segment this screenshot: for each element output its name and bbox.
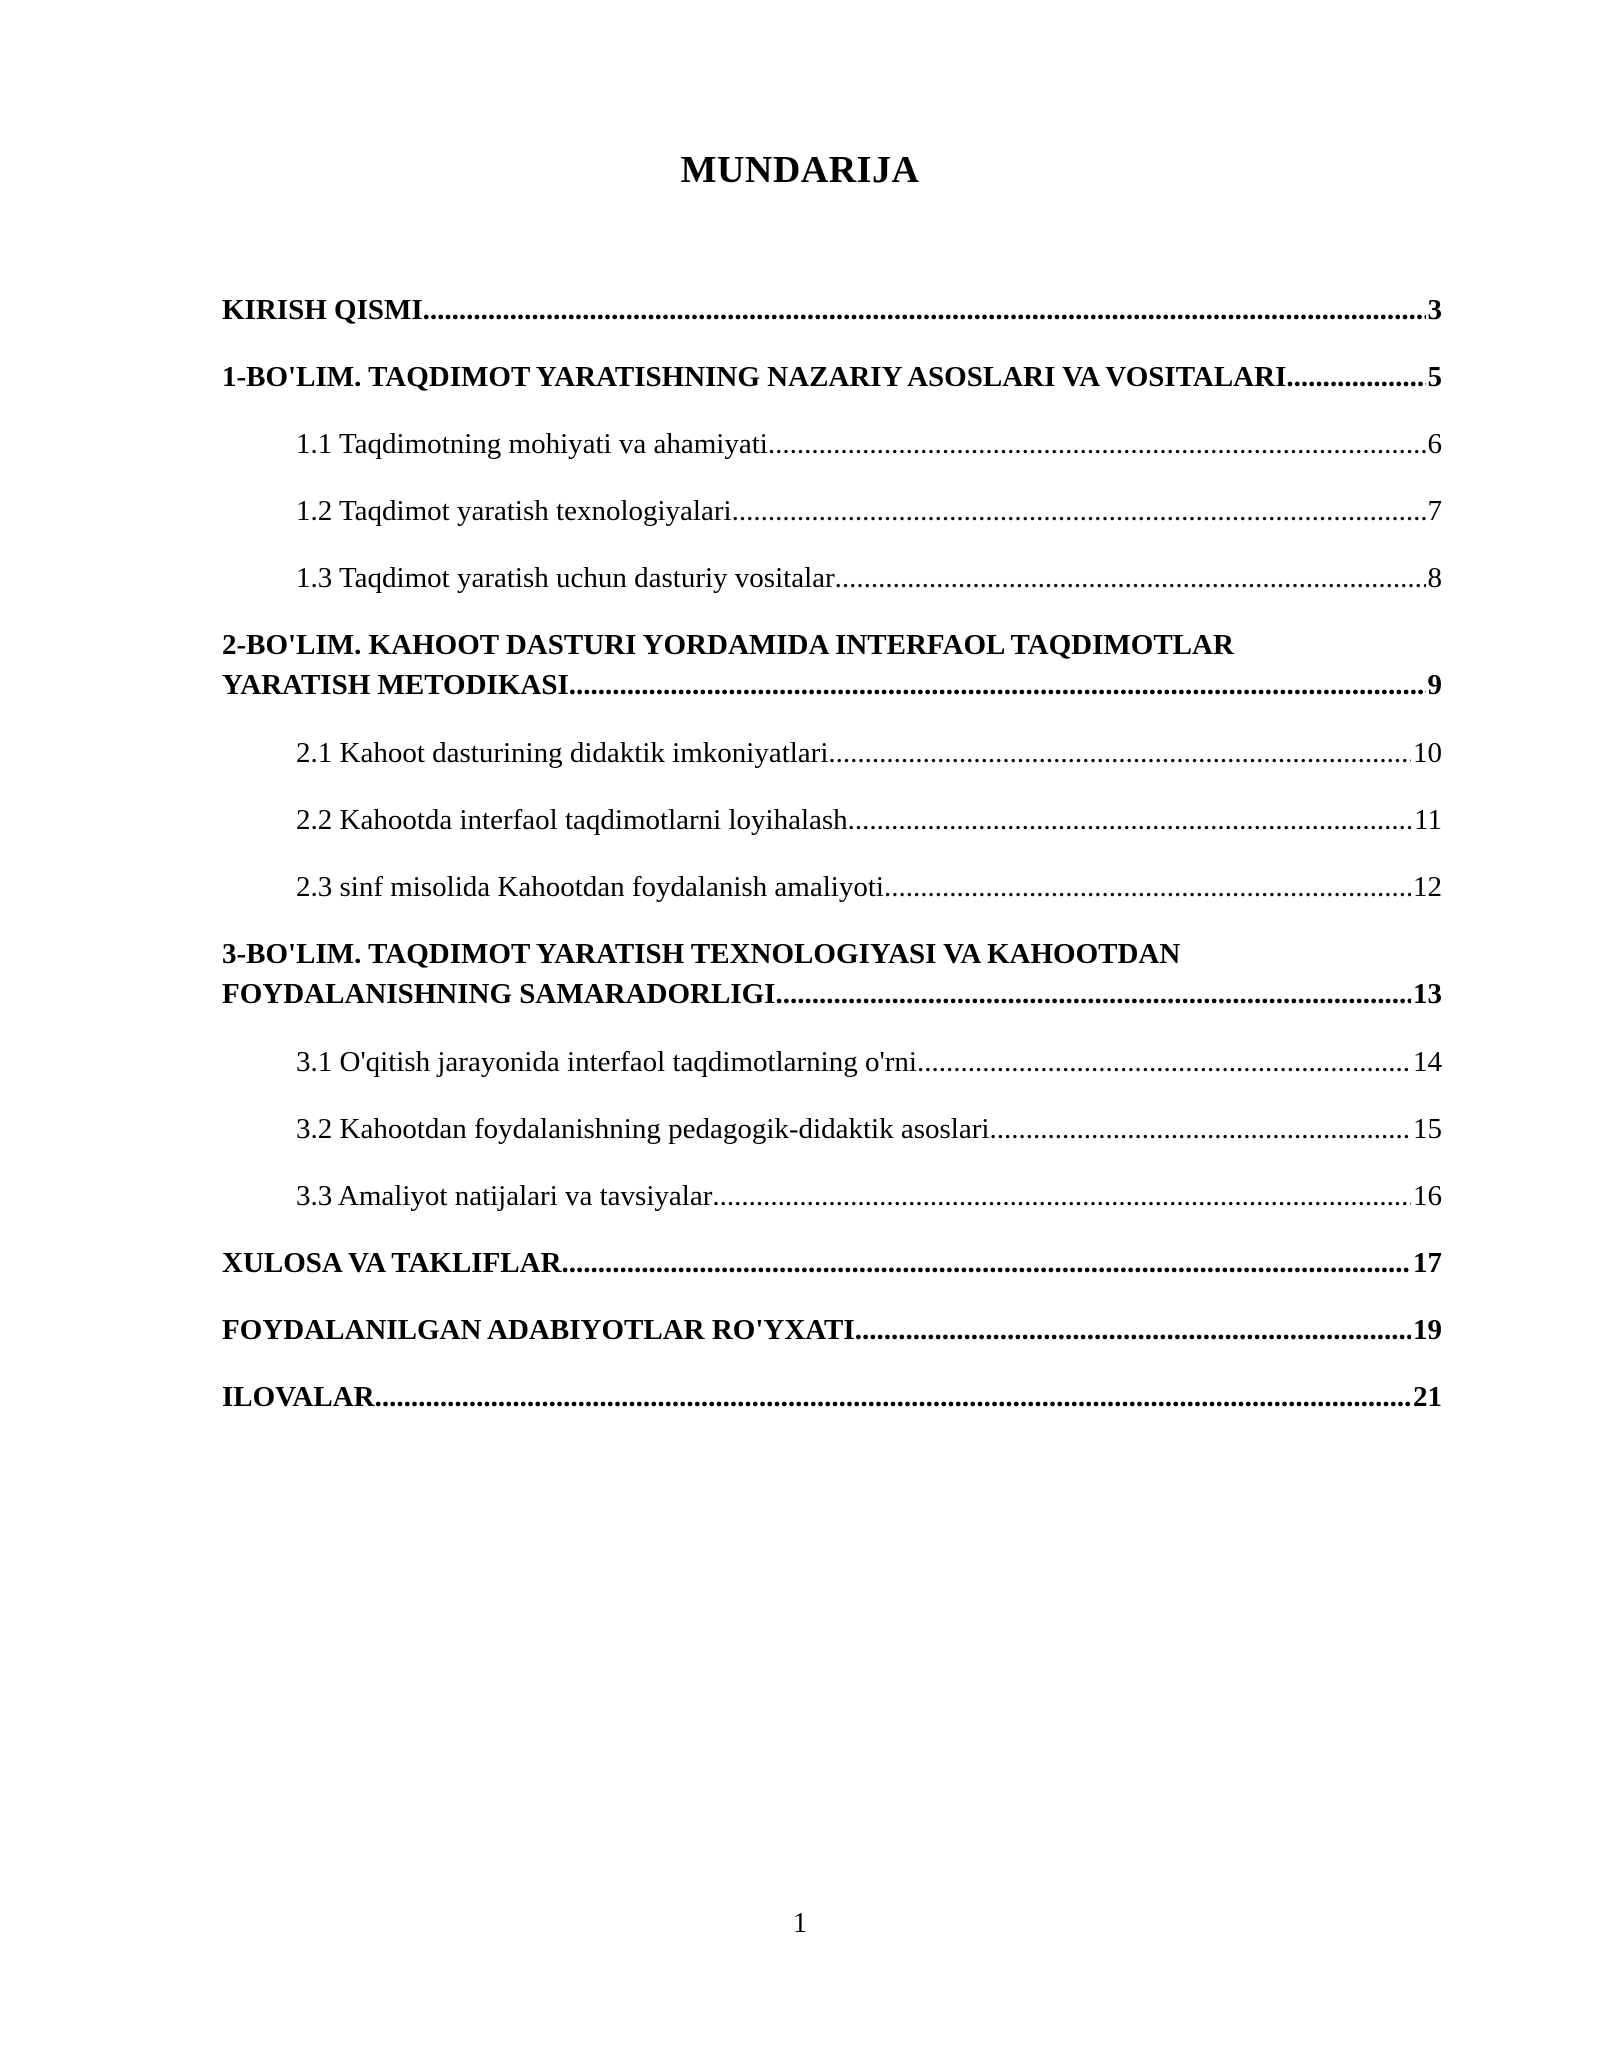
- toc-entry-ilovalar[interactable]: [222, 1377, 1442, 1417]
- toc-dot-leader: [732, 491, 1426, 531]
- toc-entry-label-line2: FOYDALANISHNING SAMARADORLIGI: [222, 978, 776, 1010]
- toc-entry-label: 3.1 O'qitish jarayonida interfaol taqdimotlarning o'rni: [296, 1046, 917, 1078]
- toc-entry-label: 2.2 Kahootda interfaol taqdimotlarni loyihalash: [296, 804, 848, 836]
- toc-dot-leader: [884, 867, 1411, 907]
- toc-page-number: 19: [1413, 1314, 1442, 1346]
- toc-entry-label-line1: 2-BO'LIM. KAHOOT DASTURI YORDAMIDA INTERFAOL TAQDIMOTLAR: [222, 629, 1234, 661]
- toc-page-number: 5: [1427, 361, 1442, 393]
- toc-entry-section-3-1[interactable]: [296, 1042, 1442, 1082]
- toc-page-number: 3: [1427, 294, 1442, 326]
- toc-dot-leader: [423, 290, 1426, 330]
- toc-entry-section-1-2[interactable]: [296, 491, 1442, 531]
- page-title: MUNDARIJA: [680, 149, 920, 191]
- toc-page-number: 17: [1413, 1247, 1442, 1279]
- toc-page-number: 15: [1413, 1113, 1442, 1145]
- toc-page-number: 10: [1413, 737, 1442, 769]
- toc-dot-leader: [712, 1176, 1411, 1216]
- toc-entry-label: ILOVALAR: [222, 1381, 375, 1413]
- toc-dot-leader: [768, 424, 1426, 464]
- toc-entry-label: 3.2 Kahootdan foydalanishning pedagogik-didaktik asoslari: [296, 1113, 990, 1145]
- toc-page-number: 13: [1413, 978, 1442, 1010]
- toc-entry-label-line2: YARATISH METODIKASI: [222, 669, 569, 701]
- toc-entry-label: 2.3 sinf misolida Kahootdan foydalanish amaliyoti: [296, 871, 884, 903]
- toc-dot-leader: [855, 1310, 1411, 1350]
- toc-page-number: 12: [1413, 871, 1442, 903]
- toc-entry-label: XULOSA VA TAKLIFLAR: [222, 1247, 562, 1279]
- toc-entry-chapter-3[interactable]: [222, 934, 1442, 1014]
- toc-entry-xulosa[interactable]: [222, 1243, 1442, 1283]
- toc-entry-label: 1.2 Taqdimot yaratish texnologiyalari: [296, 495, 732, 527]
- toc-page-number: 14: [1413, 1046, 1442, 1078]
- toc-dot-leader: [828, 733, 1411, 773]
- toc-entry-label: 2.1 Kahoot dasturining didaktik imkoniyatlari: [296, 737, 829, 769]
- toc-page-number: 6: [1427, 428, 1442, 460]
- toc-dot-leader: [835, 558, 1426, 598]
- toc-entry-section-2-3[interactable]: [296, 867, 1442, 907]
- toc-entry-label: 1-BO'LIM. TAQDIMOT YARATISHNING NAZARIY ASOSLARI VA VOSITALARI: [222, 361, 1287, 393]
- toc-entry-adabiyotlar[interactable]: [222, 1310, 1442, 1350]
- toc-entry-section-3-2[interactable]: [296, 1109, 1442, 1149]
- toc-page-number: 16: [1413, 1180, 1442, 1212]
- toc-entry-label: FOYDALANILGAN ADABIYOTLAR RO'YXATI: [222, 1314, 855, 1346]
- toc-dot-leader: [848, 800, 1412, 840]
- toc-dot-leader: [375, 1377, 1411, 1417]
- toc-entry-label: 3.3 Amaliyot natijalari va tavsiyalar: [296, 1180, 713, 1212]
- toc-dot-leader: [989, 1109, 1411, 1149]
- toc-entry-section-3-3[interactable]: [296, 1176, 1442, 1216]
- toc-dot-leader: [775, 974, 1411, 1014]
- toc-page-number: 7: [1427, 495, 1442, 527]
- toc-dot-leader: [917, 1042, 1411, 1082]
- page-footer-number: 1: [793, 1908, 807, 1939]
- toc-dot-leader: [562, 1243, 1411, 1283]
- toc-entry-label: 1.1 Taqdimotning mohiyati va ahamiyati: [296, 428, 768, 460]
- toc-entry-section-2-1[interactable]: [296, 733, 1442, 773]
- toc-entry-section-1-3[interactable]: [296, 558, 1442, 598]
- toc-entry-chapter-2[interactable]: [222, 625, 1442, 705]
- toc-entry-label: KIRISH QISMI: [222, 294, 423, 326]
- toc-dot-leader: [1286, 357, 1425, 397]
- toc-entry-label-line1: 3-BO'LIM. TAQDIMOT YARATISH TEXNOLOGIYASI VA KAHOOTDAN: [222, 938, 1181, 970]
- toc-entry-kirish[interactable]: [222, 290, 1442, 330]
- toc-dot-leader: [569, 665, 1426, 705]
- toc-page-number: 21: [1413, 1381, 1442, 1413]
- toc-entry-chapter-1[interactable]: [222, 357, 1442, 397]
- toc-entry-section-2-2[interactable]: [296, 800, 1442, 840]
- toc-page-number: 8: [1427, 562, 1442, 594]
- toc-entry-section-1-1[interactable]: [296, 424, 1442, 464]
- toc-page-number: 11: [1414, 804, 1442, 836]
- toc-page-number: 9: [1427, 669, 1442, 701]
- toc-entry-label: 1.3 Taqdimot yaratish uchun dasturiy vositalar: [296, 562, 835, 594]
